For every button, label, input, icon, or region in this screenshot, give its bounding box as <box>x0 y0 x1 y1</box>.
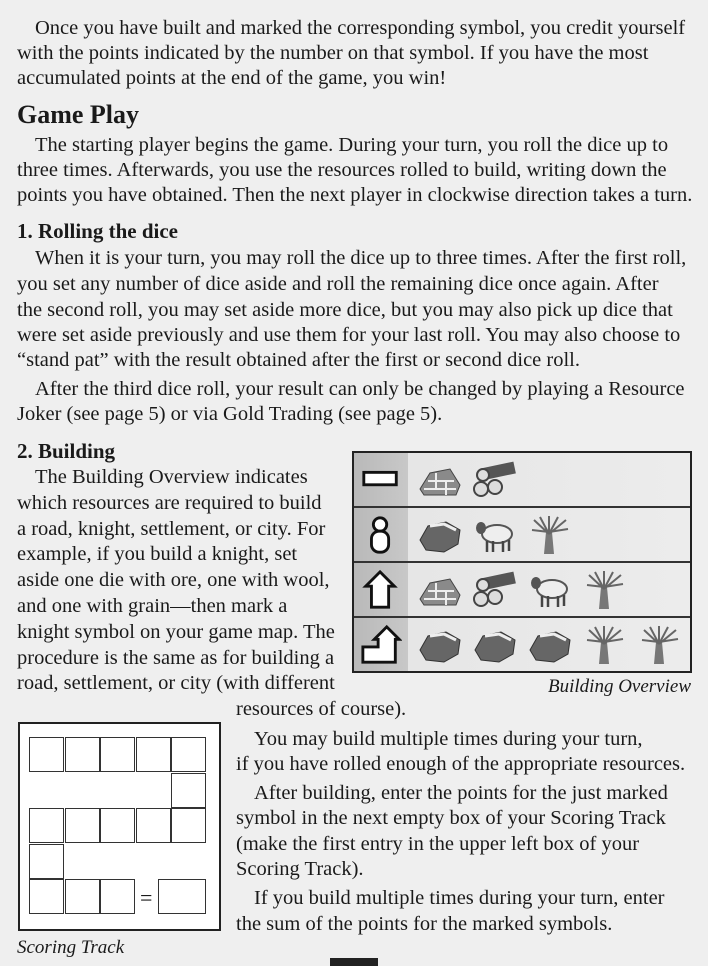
building-line: the sum of the points for the marked symbols. <box>236 913 613 935</box>
score-box <box>100 808 135 843</box>
building-line: which resources are required to build <box>17 491 322 514</box>
grain-icon <box>636 624 684 666</box>
score-box <box>29 737 64 772</box>
rolling-line: When it is your turn, you may roll the dice up to three times. After the first roll, <box>35 247 687 269</box>
city-icon <box>360 624 402 666</box>
rolling-line: you set any number of dice aside and roll the remaining dice once again. After <box>17 273 659 295</box>
score-box <box>136 808 171 843</box>
score-box <box>65 879 100 914</box>
equals-sign: = <box>140 885 153 910</box>
ore-icon <box>416 624 464 666</box>
rolling-line: After the third dice roll, your result can only be changed by playing a Resource <box>35 378 685 400</box>
road-icon <box>360 459 402 501</box>
building-line: After building, enter the points for the just marked <box>254 782 668 804</box>
section-heading-rolling: 1. Rolling the dice <box>17 219 178 243</box>
wool-icon <box>526 569 574 611</box>
building-overview-caption: Building Overview <box>548 676 691 697</box>
ore-icon <box>471 624 519 666</box>
building-line: (make the first entry in the upper left box of your <box>236 833 640 855</box>
rolling-line: Joker (see page 5) or via Gold Trading (see page 5). <box>17 403 443 425</box>
building-overview-figure <box>352 451 692 673</box>
building-line: a road, knight, settlement, or city. For <box>17 517 326 540</box>
rolling-line: the second roll, you may set aside more dice, but you may also pick up dice that <box>17 299 673 321</box>
rolling-line: were set aside previously and use them for your last roll. You may also choose to <box>17 324 681 346</box>
lumber-icon <box>471 569 519 611</box>
score-box <box>29 844 64 879</box>
wool-icon <box>471 514 519 556</box>
building-line: example, if you build a knight, set <box>17 543 298 566</box>
brick-icon <box>416 569 464 611</box>
settlement-icon <box>360 569 402 611</box>
ore-icon <box>416 514 464 556</box>
intro-line: with the points indicated by the number on that symbol. If you have the most <box>17 42 649 64</box>
grain-icon <box>581 624 629 666</box>
score-box <box>171 737 206 772</box>
building-line: symbol in the next empty box of your Scoring Track <box>236 807 666 829</box>
score-box <box>65 737 100 772</box>
page-tab-marker <box>330 958 378 966</box>
score-box <box>171 808 206 843</box>
building-line: The Building Overview indicates <box>35 466 308 488</box>
scoring-track-figure <box>18 722 221 931</box>
building-line: aside one die with ore, one with wool, <box>17 569 330 592</box>
building-line: if you have rolled enough of the appropriate resources. <box>236 753 686 775</box>
building-row-road <box>354 453 690 508</box>
scoring-track-caption: Scoring Track <box>17 937 125 958</box>
score-box <box>65 808 100 843</box>
score-box <box>136 737 171 772</box>
building-line: resources of course). <box>236 698 407 720</box>
rolling-line: “stand pat” with the result obtained after the first or second dice roll. <box>17 349 580 371</box>
building-row-city <box>354 618 690 671</box>
building-line: You may build multiple times during your turn, <box>254 728 643 750</box>
building-line: and one with grain—then mark a <box>17 595 288 617</box>
knight-icon <box>360 514 402 556</box>
building-line: procedure is the same as for building a <box>17 646 335 669</box>
game-play-line: The starting player begins the game. During your turn, you roll the dice up to <box>35 134 669 156</box>
building-row-knight <box>354 508 690 563</box>
score-box <box>29 879 64 914</box>
ore-icon <box>526 624 574 666</box>
grain-icon <box>526 514 574 556</box>
game-play-line: three times. Afterwards, you use the resources rolled to build, writing down the <box>17 159 667 181</box>
intro-line: Once you have built and marked the corresponding symbol, you credit yourself <box>35 17 686 39</box>
building-line: Scoring Track). <box>236 858 364 880</box>
building-line: road, settlement, or city (with different <box>17 672 335 695</box>
grain-icon <box>581 569 629 611</box>
score-box <box>100 737 135 772</box>
building-line: If you build multiple times during your turn, enter <box>254 887 665 909</box>
building-row-settlement <box>354 563 690 618</box>
brick-icon <box>416 459 464 501</box>
intro-line: accumulated points at the end of the game, you win! <box>17 67 447 89</box>
building-line: knight symbol on your game map. The <box>17 620 335 643</box>
score-box <box>100 879 135 914</box>
lumber-icon <box>471 459 519 501</box>
score-total-box <box>158 879 206 914</box>
section-heading-game-play: Game Play <box>17 100 140 129</box>
section-heading-building: 2. Building <box>17 439 116 463</box>
game-play-line: points you have obtained. Then the next player in clockwise direction takes a turn. <box>17 184 693 206</box>
score-box <box>171 773 206 808</box>
score-box <box>29 808 64 843</box>
